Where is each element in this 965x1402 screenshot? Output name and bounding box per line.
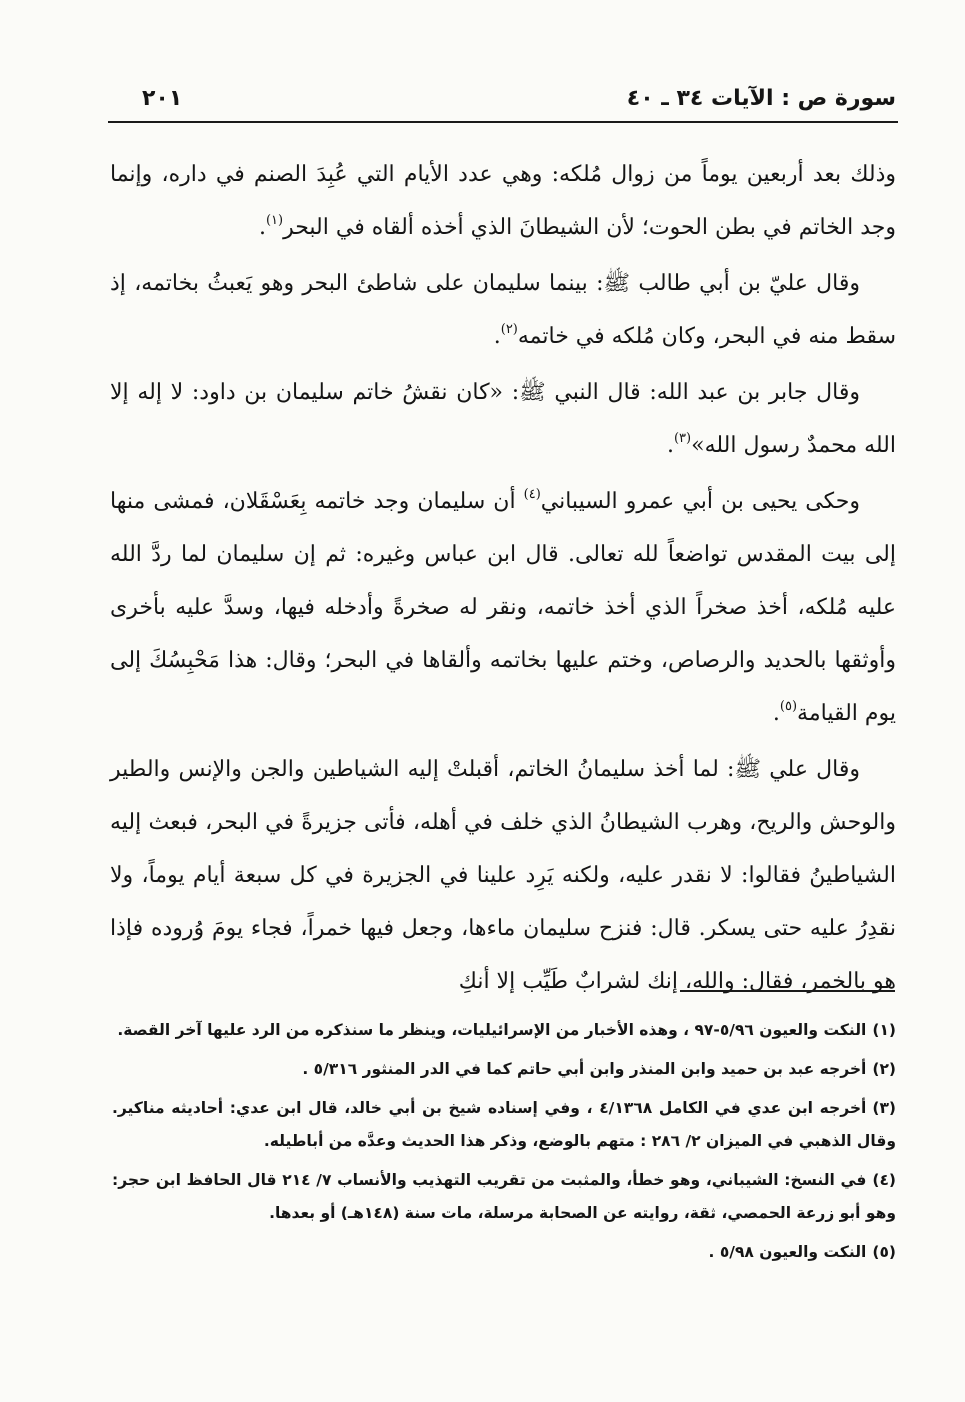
footnotes-section xyxy=(112,1014,896,1275)
footnote-text: في النسخ: الشيباني، وهو خطأ، والمثبت من تقريب التهذيب والأنساب ٧/ ٢١٤ قال الحافظ ابن حجر: وهو أبو زرعة الحمصي، ثقة، روايته عن الصحابة مرسلة، مات سنة (١٤٨هـ) أو بعدها. xyxy=(112,1171,896,1222)
paragraph-end: . xyxy=(666,433,674,458)
paragraph-text: وحكى يحيى بن أبي عمرو السيباني xyxy=(540,489,860,514)
footnote-number: (٢) xyxy=(872,1060,896,1078)
paragraph-5 xyxy=(110,743,896,1008)
footnote-1 xyxy=(112,1014,896,1047)
paragraph-4 xyxy=(110,475,896,740)
footnote-text: النكت والعيون ٥/٩٨ . xyxy=(708,1243,867,1261)
paragraph-end: . xyxy=(493,324,501,349)
footnote-number: (٥) xyxy=(872,1243,896,1261)
footnote-2 xyxy=(112,1053,896,1086)
page-number: ٢٠١ xyxy=(142,86,183,111)
footnote-ref-1[interactable]: (١) xyxy=(265,213,284,228)
paragraph-end: . xyxy=(258,215,266,240)
footnote-number: (٣) xyxy=(872,1099,896,1117)
footnote-4 xyxy=(112,1164,896,1230)
footnote-ref-4[interactable]: (٤) xyxy=(523,487,541,502)
paragraph-end: . xyxy=(772,701,780,726)
surah-title: سورة ص : الآيات ٣٤ ـ ٤٠ xyxy=(626,86,896,111)
footnote-number: (١) xyxy=(872,1021,896,1039)
paragraph-2 xyxy=(110,257,896,363)
paragraph-text: وذلك بعد أربعين يوماً من زوال مُلكه: وهي عدد الأيام التي عُبِدَ الصنم في داره، وإنما وجد الخاتم في بطن الحوت؛ لأن الشيطانَ الذي أخذه ألقاه في البحر xyxy=(110,162,896,240)
running-header xyxy=(108,84,896,118)
footnote-ref-5[interactable]: (٥) xyxy=(779,699,798,714)
paragraph-text: وقال علي ﷺ: لما أخذ سليمانُ الخاتم، أقبلتْ إليه الشياطين والجن والإنس والطير والوحش والريح، وهرب الشيطانُ الذي خلف في أهله، فأتى جزيرةً في البحر، فبعث إليه الشياطينُ فقالوا: لا نقدر عليه، ولكنه يَرِد علينا في الجزيرة في كل سبعة أيام يوماً، ولا نقدِرُ عليه حتى يسكر. قال: فنزح سليمان ماءها، وجعل فيها خمراً، فجاء يومَ وُروده فإذا هو بالخمر، فقال: والله، إنك لشرابٌ طَيِّب إلا أنكِ xyxy=(110,757,896,994)
paragraph-text: أن سليمان وجد خاتمه بِعَسْقَلان، فمشى منها إلى بيت المقدس تواضعاً لله تعالى. قال ابن عباس وغيره: ثم إن سليمان لما ردَّ الله عليه مُلكه، أخذ صخراً الذي أخذ خاتمه، ونقر له صخرةً وأدخله فيها، وسدَّ عليه بأخرى وأوثقها بالحديد والرصاص، وختم عليها بخاتمه وألقاها في البحر؛ وقال: هذا مَحْبِسُكَ إلى يوم القيامة xyxy=(110,489,897,726)
footnote-text: أخرجه ابن عدي في الكامل ٤/١٣٦٨ ، وفي إسناده شيخ بن أبي خالد، قال ابن عدي: أحاديثه مناكير. وقال الذهبي في الميزان ٢/ ٢٨٦ : متهم بالوضع، وذكر هذا الحديث وعدَّه من أباطيله. xyxy=(112,1099,896,1150)
main-text xyxy=(110,148,896,1011)
footnote-separator xyxy=(680,990,895,992)
footnote-5 xyxy=(112,1236,896,1269)
footnote-ref-2[interactable]: (٢) xyxy=(500,322,518,337)
paragraph-text: وقال عليّ بن أبي طالب ﷺ: بينما سليمان على شاطئ البحر وهو يَعبثُ بخاتمه، إذ سقط منه في البحر، وكان مُلكه في خاتمه xyxy=(110,271,896,349)
footnote-ref-3[interactable]: (٣) xyxy=(673,431,692,446)
footnote-3 xyxy=(112,1092,896,1158)
footnote-number: (٤) xyxy=(872,1171,897,1189)
header-rule xyxy=(108,121,898,123)
footnote-text: أخرجه عبد بن حميد وابن المنذر وابن أبي حاتم كما في الدر المنثور ٥/٣١٦ . xyxy=(302,1060,867,1078)
paragraph-1 xyxy=(110,148,896,254)
footnote-text: النكت والعيون ٥/٩٦-٩٧ ، وهذه الأخبار من الإسرائيليات، وينظر ما سنذكره من الرد عليها آخر القصة. xyxy=(117,1021,867,1039)
paragraph-3 xyxy=(110,366,896,472)
paragraph-text: وقال جابر بن عبد الله: قال النبي ﷺ: «كان نقشُ خاتم سليمان بن داود: لا إله إلا الله محمدٌ رسول الله» xyxy=(110,380,896,458)
